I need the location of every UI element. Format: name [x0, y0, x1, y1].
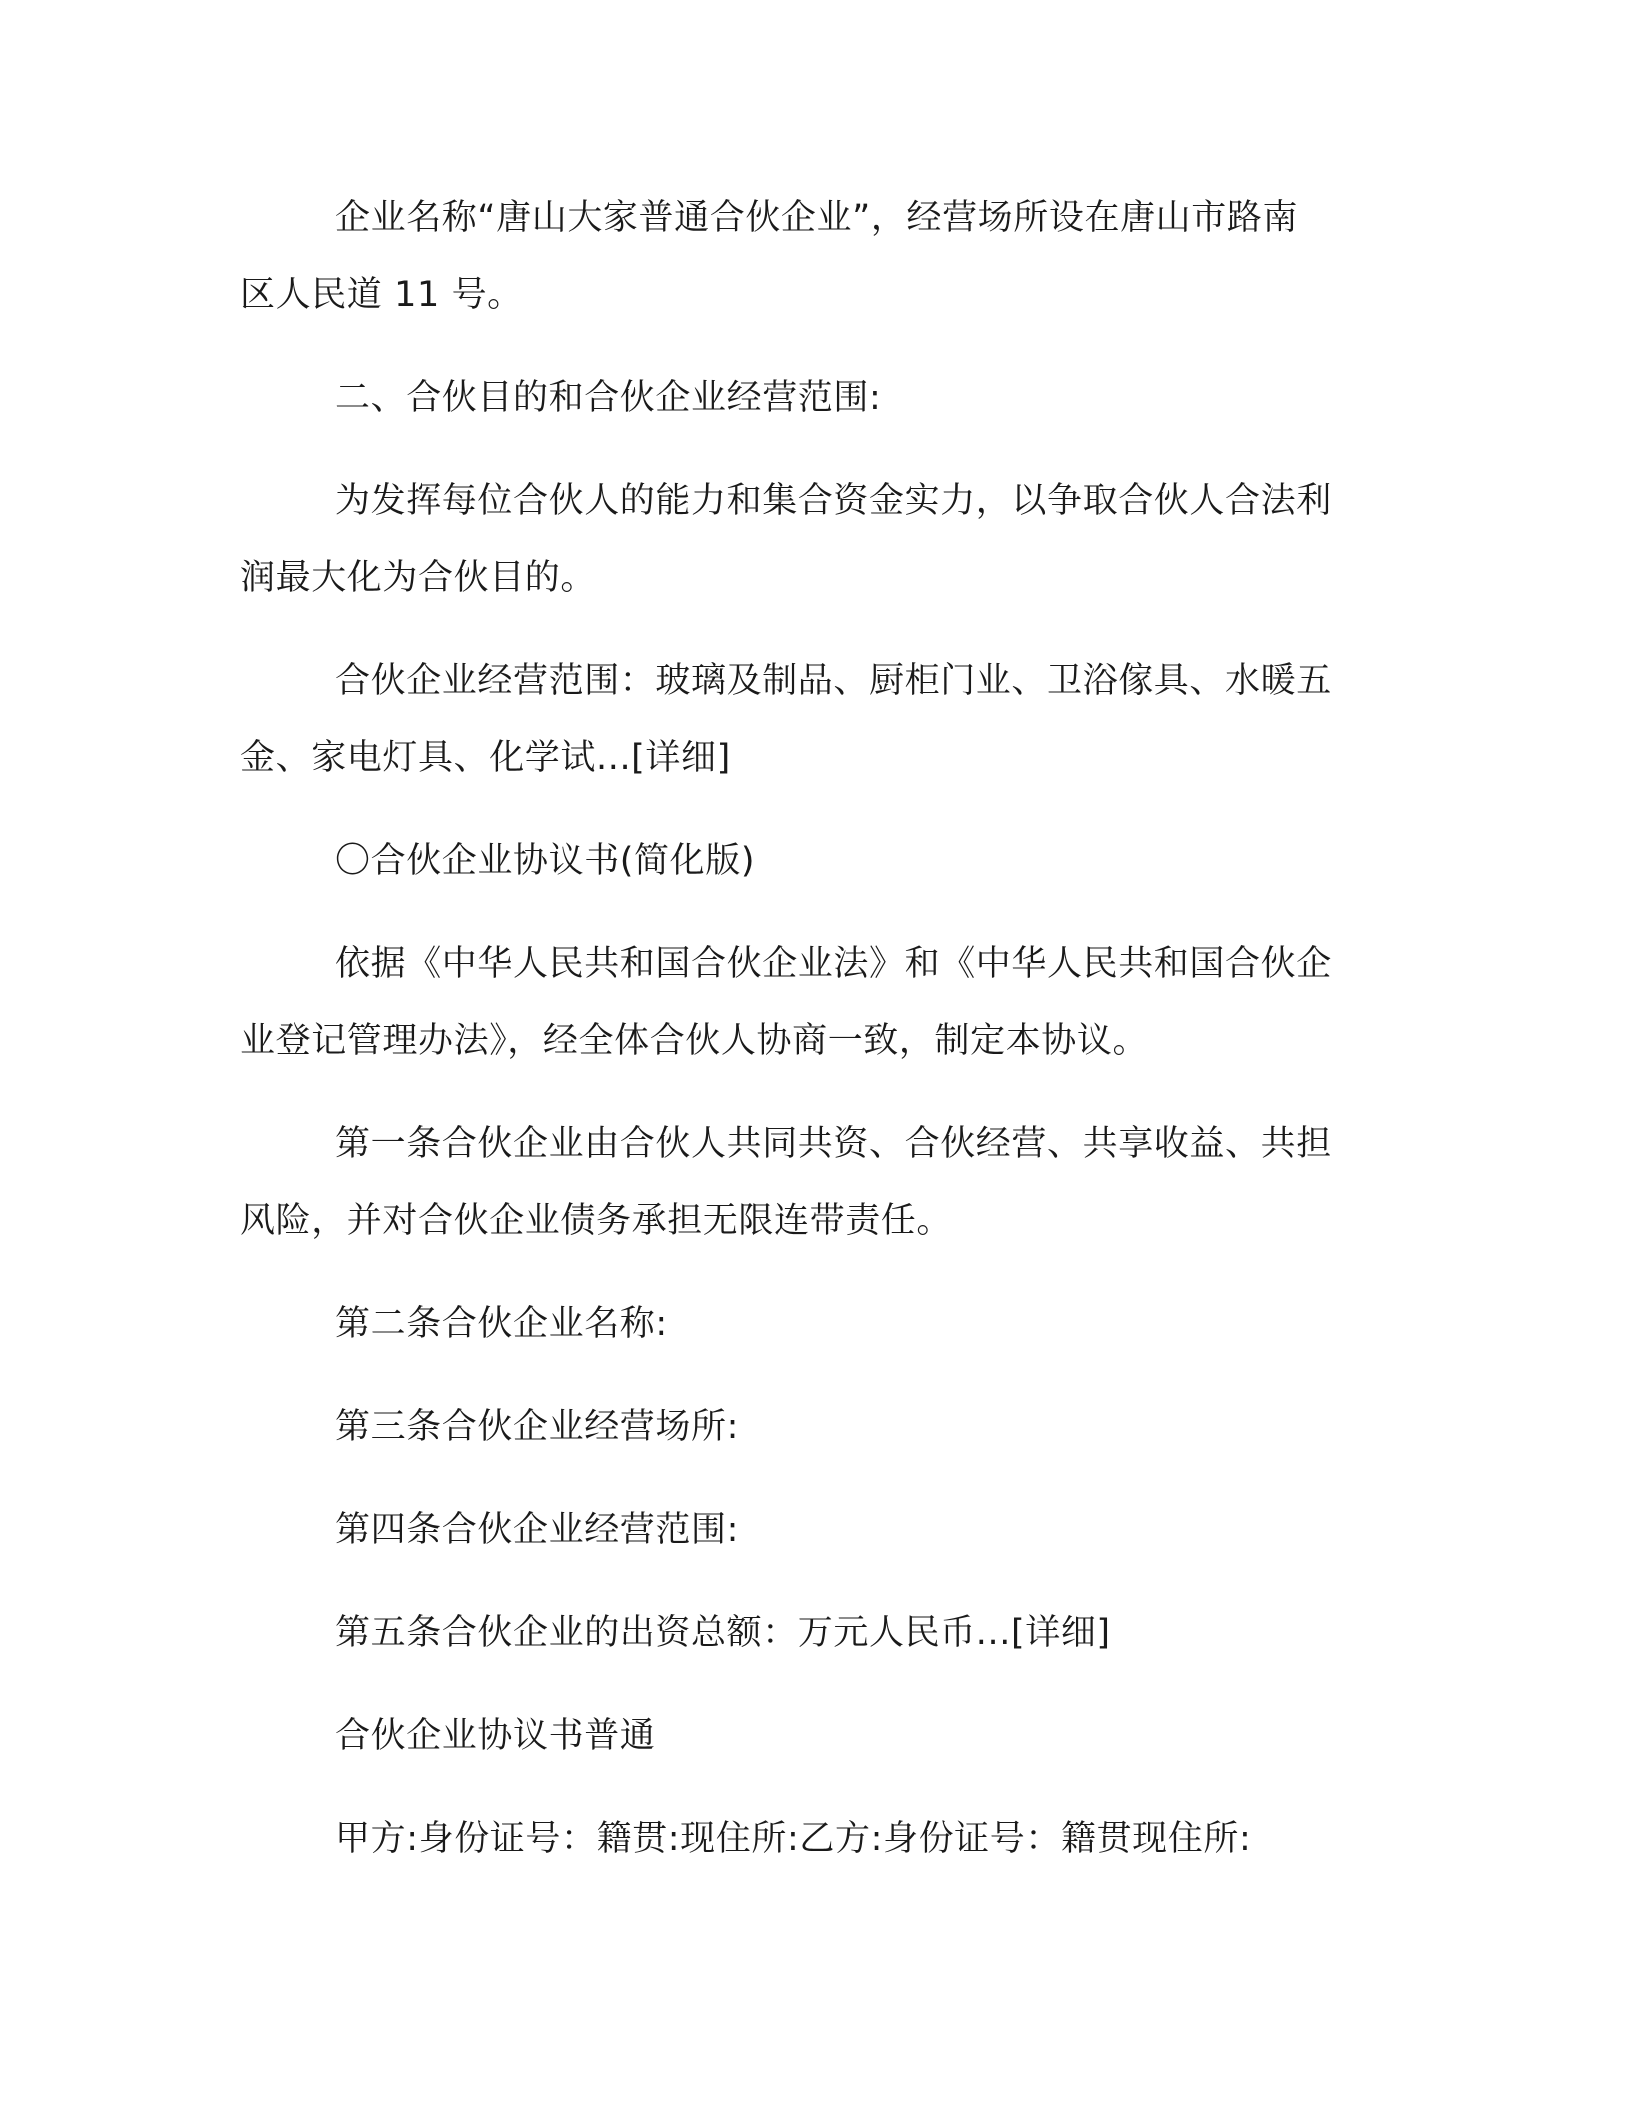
paragraph-line: 第一条合伙企业由合伙人共同共资、合伙经营、共享收益、共担 — [335, 1124, 1332, 1164]
paragraph-line: 甲方:身份证号：籍贯:现住所:乙方:身份证号：籍贯现住所: — [335, 1819, 1252, 1859]
article-line: 第四条合伙企业经营范围: — [335, 1510, 739, 1550]
article-line: 第二条合伙企业名称: — [335, 1304, 668, 1344]
paragraph-line: 依据《中华人民共和国合伙企业法》和《中华人民共和国合伙企 — [335, 944, 1332, 984]
paragraph-line: 润最大化为合伙目的。 — [240, 558, 597, 598]
paragraph-line: 为发挥每位合伙人的能力和集合资金实力，以争取合伙人合法利 — [335, 481, 1332, 521]
article-line: 第五条合伙企业的出资总额：万元人民币...[详细] — [335, 1613, 1111, 1653]
section-heading: 二、合伙目的和合伙企业经营范围: — [335, 378, 882, 418]
section-heading: 〇合伙企业协议书(简化版) — [335, 841, 756, 881]
article-line: 第三条合伙企业经营场所: — [335, 1407, 739, 1447]
paragraph-line: 业登记管理办法》，经全体合伙人协商一致，制定本协议。 — [240, 1021, 1149, 1061]
paragraph-line: 金、家电灯具、化学试...[详细] — [240, 738, 731, 778]
paragraph-line: 区人民道 11 号。 — [240, 275, 523, 315]
paragraph-line: 合伙企业经营范围：玻璃及制品、厨柜门业、卫浴傢具、水暖五 — [335, 661, 1332, 701]
paragraph-line: 企业名称“唐山大家普通合伙企业”，经营场所设在唐山市路南 — [335, 198, 1299, 238]
paragraph-line: 风险，并对合伙企业债务承担无限连带责任。 — [240, 1201, 953, 1241]
section-heading: 合伙企业协议书普通 — [335, 1716, 656, 1756]
